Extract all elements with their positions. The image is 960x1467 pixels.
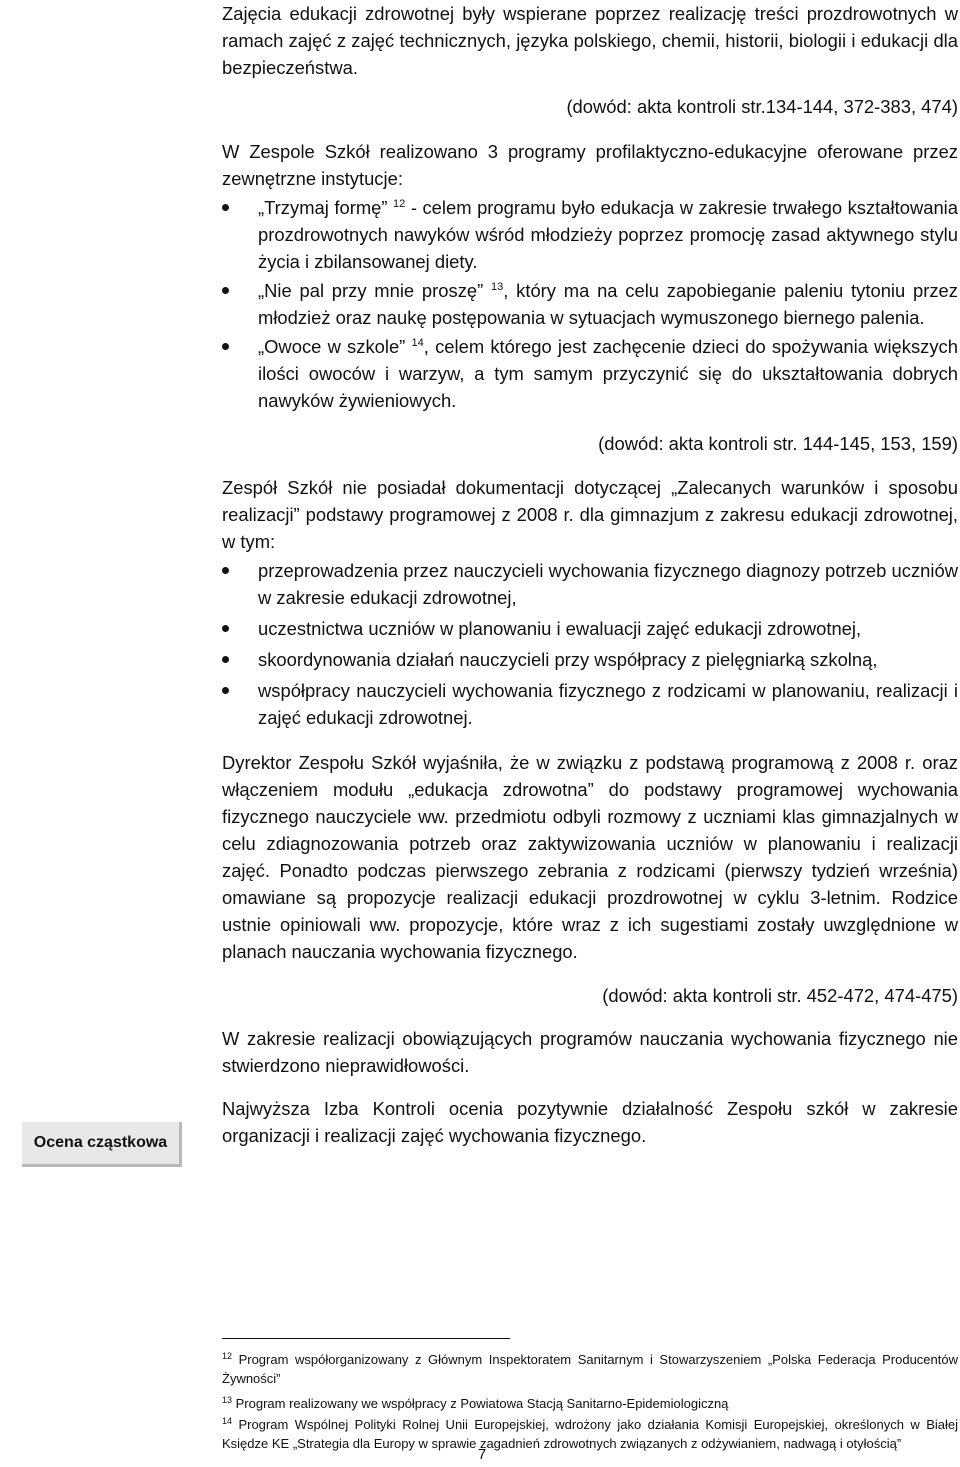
bullet-icon (222, 656, 229, 663)
evidence-reference-2: (dowód: akta kontroli str. 144-145, 153, 159) (598, 433, 958, 454)
list-item-text: uczestnictwa uczniów w planowaniu i ewaluacji zajęć edukacji zdrowotnej, (258, 618, 862, 639)
footnote-number: 14 (222, 1416, 233, 1426)
paragraph-director-explanation: Dyrektor Zespołu Szkół wyjaśniła, że w związku z podstawą programową z 2008 r. oraz włączeniem modułu „edukacja zdrowotna” do podstawy programowej wychowania fizycznego nauczyciele ww. przedmiotu odbyli rozmowy z uczniami klas gimnazjalnych w celu zdiagnozowania potrzeb oraz zaktywizowania uczniów w planowaniu i realizacji zajęć. Ponadto podczas pierwszego zebrania z rodzicami (pierwszy tydzień września) omawiane są propozycje realizacji edukacji prozdrowotnej w cyklu 3-letnim. Rodzice ustnie opiniowali ww. propozycje, które wraz z ich sugestiami zostały uwzględnione w planach nauczania wychowania fizycznego. (222, 752, 958, 962)
footnote (222, 1394, 958, 1413)
partial-assessment-label: Ocena cząstkowa (22, 1122, 182, 1167)
footnote-ref: 12 (393, 198, 406, 210)
list-item-text: skoordynowania działań nauczycieli przy współpracy z pielęgniarką szkolną, (258, 649, 878, 670)
bullet-icon (222, 204, 229, 211)
footnote-number: 12 (222, 1351, 233, 1361)
list-item (222, 677, 958, 731)
program-title: „Owoce w szkole” (258, 336, 406, 357)
footnote-ref: 13 (491, 281, 504, 293)
documentation-list (222, 557, 958, 731)
footnote-text: Program Wspólnej Polityki Rolnej Unii Europejskiej, wdrożony jako działania Komisji Europejskiej, określonych w Białej Księdze KE „Strategia dla Europy w sprawie zagadnień zdrowotnych związanych z odżywianiem, nadwagą i otyłością” (222, 1417, 958, 1451)
bullet-icon (222, 287, 229, 294)
list-item-program (222, 277, 958, 331)
list-item (222, 615, 958, 642)
list-item-text: przeprowadzenia przez nauczycieli wychowania fizycznego diagnozy potrzeb uczniów w zakresie edukacji zdrowotnej, (258, 560, 958, 608)
programs-list (222, 194, 958, 414)
list-item (222, 646, 958, 673)
program-description: - celem programu było edukacja w zakresie trwałego kształtowania prozdrowotnych nawyków wśród młodzieży poprzez promocję zasad aktywnego stylu życia i zbilansowanej diety. (258, 197, 958, 272)
bullet-icon (222, 567, 229, 574)
footnote-ref: 14 (411, 337, 424, 349)
list-item-program (222, 333, 958, 414)
paragraph-assessment: Najwyższa Izba Kontroli ocenia pozytywnie działalność Zespołu szkół w zakresie organizacji i realizacji zajęć wychowania fizycznego. (222, 1098, 958, 1146)
bullet-icon (222, 343, 229, 350)
footnotes (222, 1350, 958, 1453)
program-description: , celem którego jest zachęcenie dzieci do spożywania większych ilości owoców i warzyw, a tym samym przyczynić się do ukształtowania dobrych nawyków żywieniowych. (258, 336, 958, 411)
page-number: 7 (477, 1446, 487, 1463)
bullet-icon (222, 687, 229, 694)
program-title: „Nie pal przy mnie proszę” (258, 280, 484, 301)
paragraph-programs-intro: W Zespole Szkół realizowano 3 programy profilaktyczno-edukacyjne oferowane przez zewnętrzne instytucje: (222, 141, 958, 189)
footnote-text: Program współorganizowany z Głównym Inspektoratem Sanitarnym i Stowarzyszeniem „Polska Federacja Producentów Żywności” (222, 1352, 958, 1386)
footnote-number: 13 (222, 1395, 233, 1405)
program-description: , który ma na celu zapobieganie paleniu tytoniu przez młodzież oraz naukę postępowania w sytuacjach wymuszonego biernego palenia. (258, 280, 958, 328)
list-item-program (222, 194, 958, 275)
list-item-text: współpracy nauczycieli wychowania fizycznego z rodzicami w planowaniu, realizacji i zajęć edukacji zdrowotnej. (258, 680, 958, 728)
evidence-reference-3: (dowód: akta kontroli str. 452-472, 474-475) (602, 985, 958, 1006)
evidence-reference-1: (dowód: akta kontroli str.134-144, 372-383, 474) (566, 96, 958, 117)
footnote-divider (222, 1338, 510, 1339)
program-title: „Trzymaj formę” (258, 197, 388, 218)
footnote (222, 1350, 958, 1388)
list-item (222, 557, 958, 611)
main-content (222, 0, 958, 1149)
paragraph-documentation: Zespół Szkół nie posiadał dokumentacji dotyczącej „Zalecanych warunków i sposobu realizacji” podstawy programowej z 2008 r. dla gimnazjum z zakresu edukacji zdrowotnej, w tym: (222, 477, 958, 552)
footnote-text: Program realizowany we współpracy z Powiatowa Stacją Sanitarno-Epidemiologiczną (232, 1396, 729, 1411)
paragraph-no-irregularities: W zakresie realizacji obowiązujących programów nauczania wychowania fizycznego nie stwierdzono nieprawidłowości. (222, 1028, 958, 1076)
paragraph-health-education: Zajęcia edukacji zdrowotnej były wspierane poprzez realizację treści prozdrowotnych w ramach zajęć z zajęć technicznych, języka polskiego, chemii, historii, biologii i edukacji dla bezpieczeństwa. (222, 3, 958, 78)
bullet-icon (222, 625, 229, 632)
